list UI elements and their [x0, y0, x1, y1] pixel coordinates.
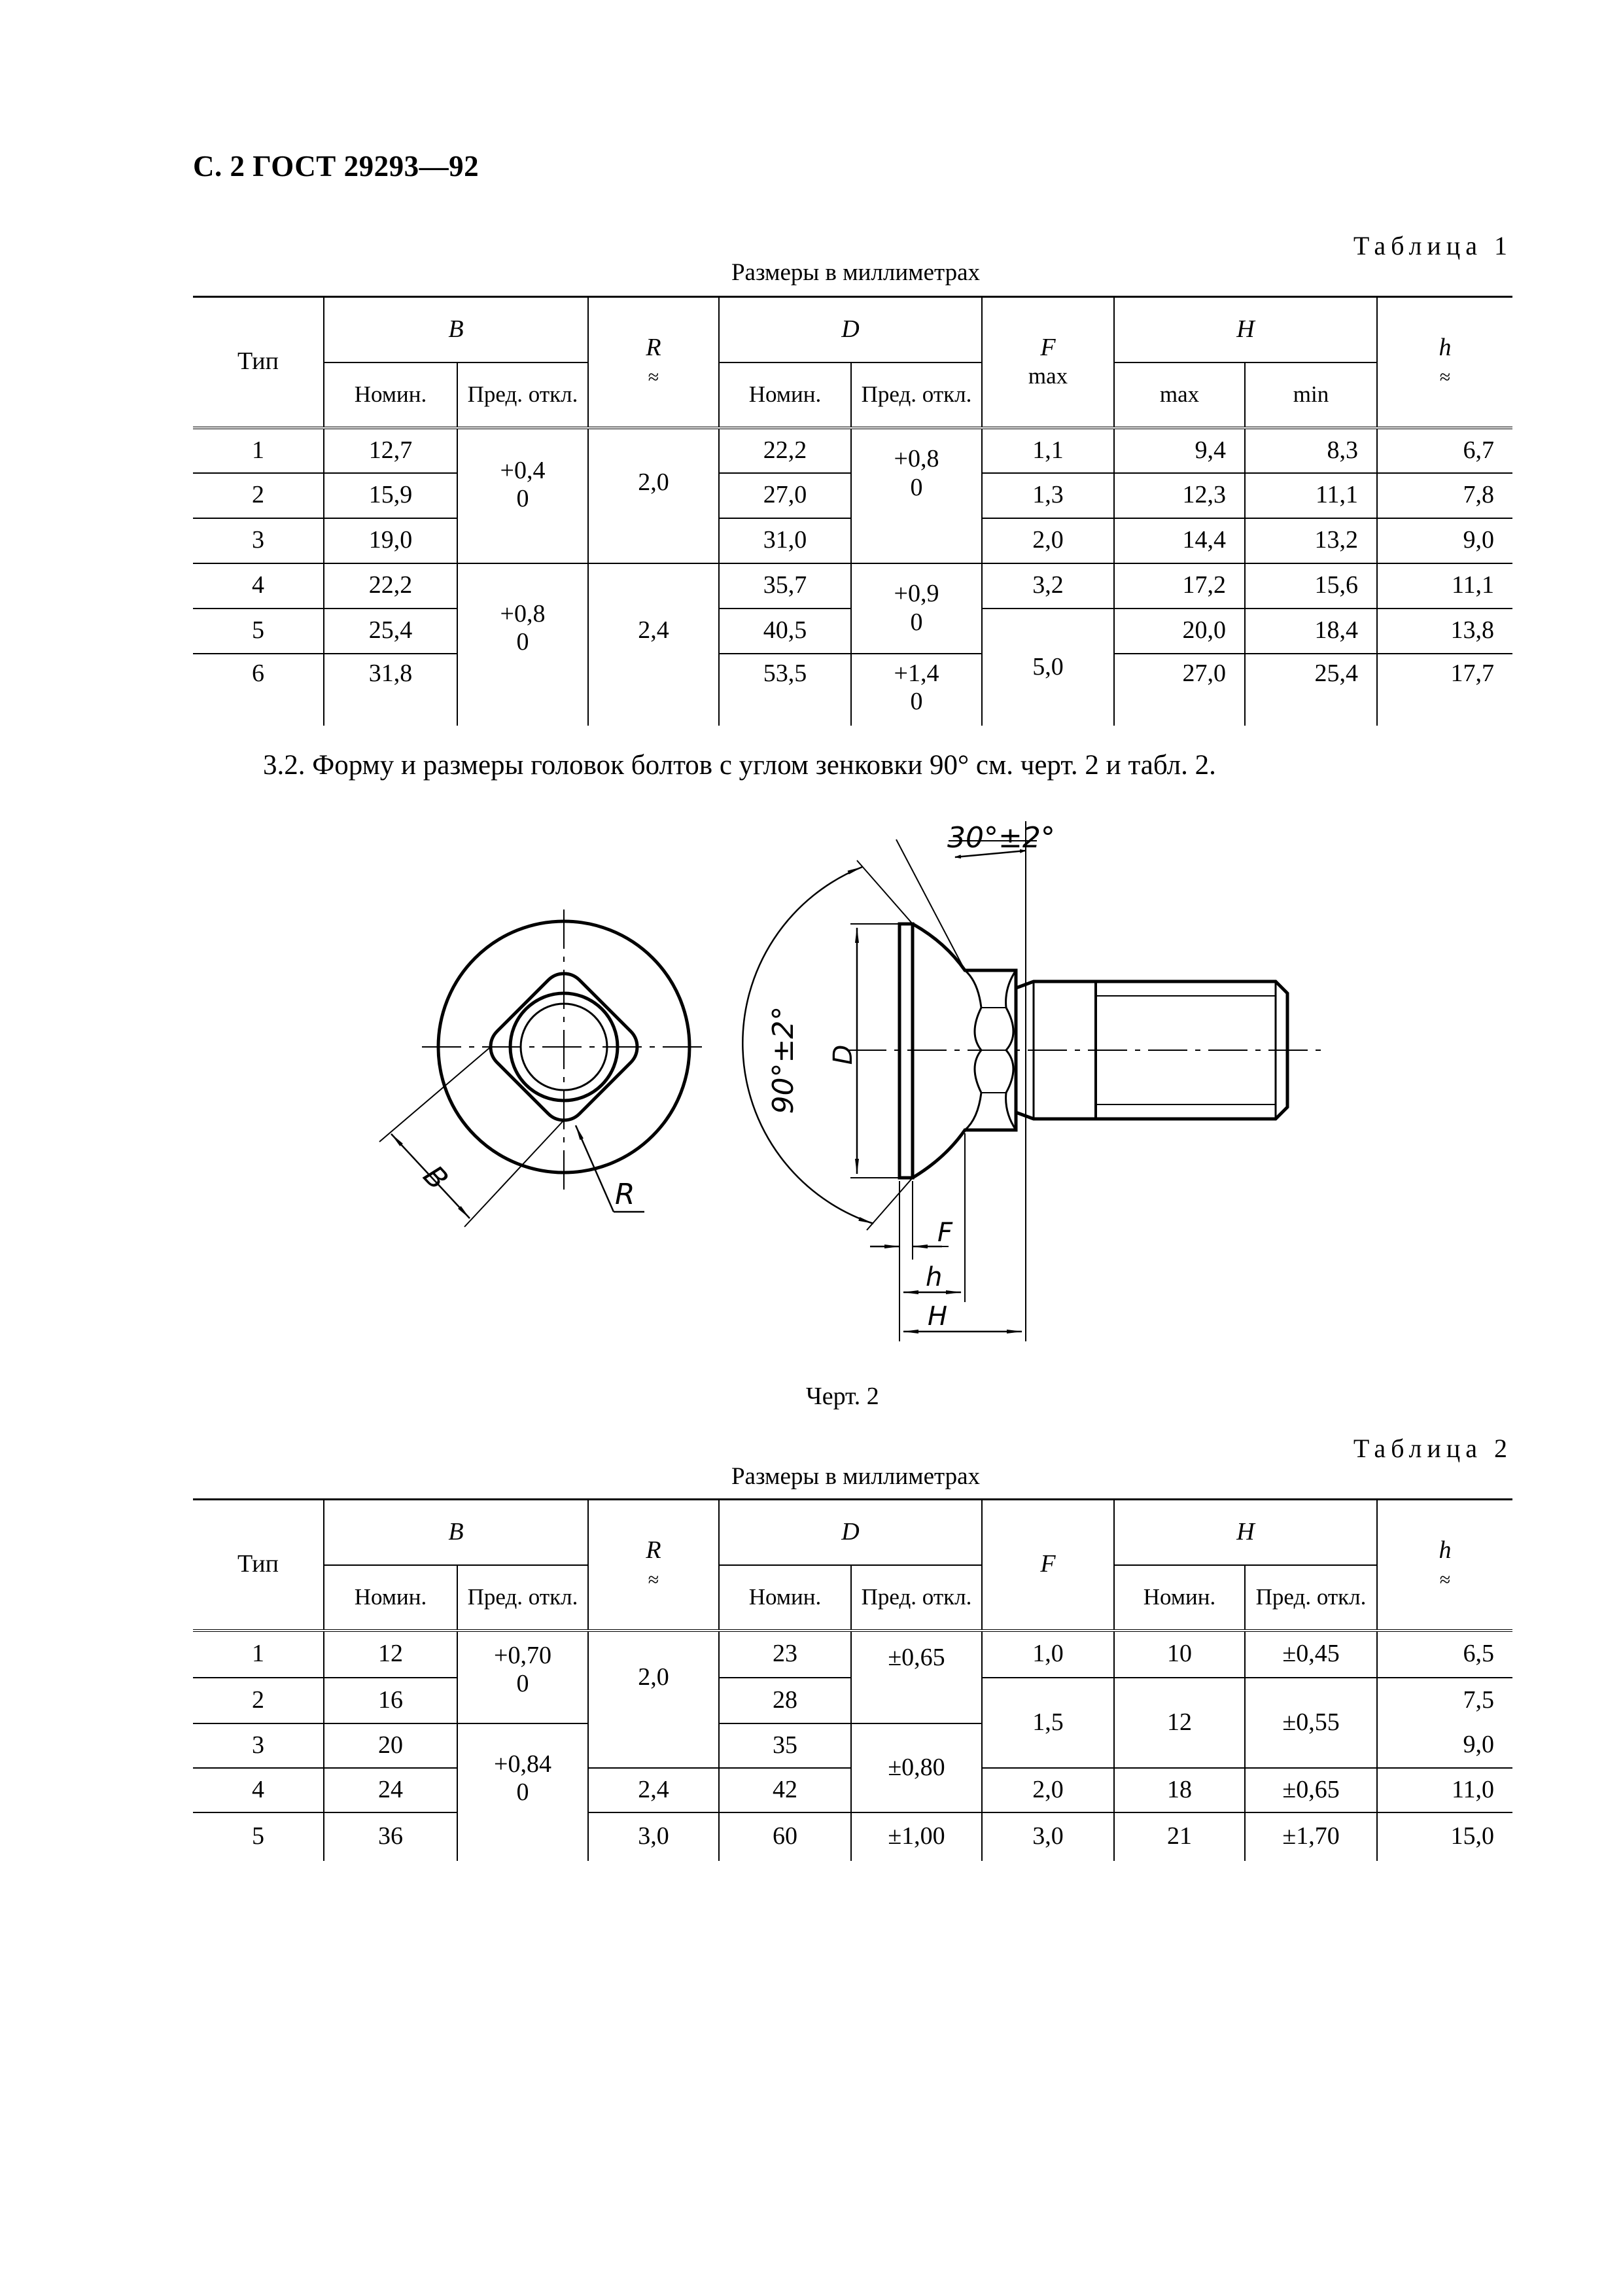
- cell-empty: [588, 1723, 719, 1768]
- label-B: B: [416, 1159, 455, 1197]
- cell: 15,9: [324, 473, 457, 518]
- table1: [193, 296, 1512, 726]
- t2-h-H: H: [1114, 1500, 1377, 1565]
- t1-h-H-max: max: [1114, 362, 1245, 428]
- label-h: h: [926, 1262, 943, 1292]
- cell: ±0,45: [1245, 1631, 1377, 1678]
- t2-h-H-dev: Пред. откл.: [1245, 1565, 1377, 1631]
- cell: 60: [719, 1812, 851, 1861]
- t2-h-H-nom: Номин.: [1114, 1565, 1245, 1631]
- cell: 14,4: [1114, 518, 1245, 563]
- cell: 19,0: [324, 518, 457, 563]
- t2-h-R: R ≈: [588, 1500, 719, 1631]
- cell: 12,7: [324, 428, 457, 473]
- cell: 12: [324, 1631, 457, 1678]
- cell: 2,4: [588, 563, 719, 726]
- t2-h-F: F: [982, 1500, 1114, 1631]
- table-row: [193, 428, 1512, 473]
- label-D: D: [828, 1044, 858, 1065]
- cell: 3,2: [982, 563, 1114, 609]
- label-angle-30: 30°±2°: [947, 821, 1055, 855]
- cell: 5: [193, 609, 324, 654]
- figure-caption: Черт. 2: [806, 1383, 879, 1410]
- cell: 11,1: [1377, 563, 1512, 609]
- cell: 24: [324, 1768, 457, 1812]
- cell: 35,7: [719, 563, 851, 609]
- cell-deviation: +0,70 0: [457, 1631, 588, 1723]
- cell: 22,2: [719, 428, 851, 473]
- cell: 17,2: [1114, 563, 1245, 609]
- t1-h-type: Тип: [193, 297, 324, 428]
- table-row: [193, 518, 1512, 563]
- cell: ±0,65: [851, 1631, 982, 1723]
- cell: 6,7: [1377, 428, 1512, 473]
- cell: 53,5: [719, 654, 851, 726]
- cell: 23: [719, 1631, 851, 1678]
- cell: 25,4: [1245, 654, 1377, 726]
- cell: 17,7: [1377, 654, 1512, 726]
- cell: 11,0: [1377, 1768, 1512, 1812]
- t2-h-type: Тип: [193, 1500, 324, 1631]
- cell: 2,0: [982, 518, 1114, 563]
- table-row: [193, 563, 1512, 609]
- page-header: С. 2 ГОСТ 29293—92: [193, 150, 480, 183]
- cell: 10: [1114, 1631, 1245, 1678]
- t1-h-h: h ≈: [1377, 297, 1512, 428]
- cell: 27,0: [1114, 654, 1245, 726]
- cell: 7,5: [1377, 1678, 1512, 1723]
- cell: 9,4: [1114, 428, 1245, 473]
- t2-h-D: D: [719, 1500, 982, 1565]
- cell: 2,0: [588, 1631, 719, 1723]
- t1-h-B: B: [324, 297, 588, 362]
- cell: 20: [324, 1723, 457, 1768]
- table2-label: Таблица 2: [1353, 1434, 1512, 1463]
- clause-3-2: 3.2. Форму и размеры головок болтов с углом зенковки 90° см. черт. 2 и табл. 2.: [263, 750, 1216, 781]
- table2: [193, 1498, 1512, 1861]
- cell: 5: [193, 1812, 324, 1861]
- cell: 2,4: [588, 1768, 719, 1812]
- t2-h-h: h ≈: [1377, 1500, 1512, 1631]
- cell-empty: [851, 518, 982, 563]
- cell: 9,0: [1377, 518, 1512, 563]
- cell: 35: [719, 1723, 851, 1768]
- cell: 20,0: [1114, 609, 1245, 654]
- t1-h-R: R ≈: [588, 297, 719, 428]
- cell: 2: [193, 1678, 324, 1723]
- table-row: [193, 654, 1512, 726]
- cell: 1: [193, 1631, 324, 1678]
- t1-h-B-dev: Пред. откл.: [457, 362, 588, 428]
- cell: 28: [719, 1678, 851, 1723]
- cell: 3,0: [982, 1812, 1114, 1861]
- cell: 25,4: [324, 609, 457, 654]
- cell: 36: [324, 1812, 457, 1861]
- cell: 21: [1114, 1812, 1245, 1861]
- cell: 3: [193, 1723, 324, 1768]
- table1-label: Таблица 1: [1353, 231, 1512, 260]
- cell: 2: [193, 473, 324, 518]
- table2-units: Размеры в миллиметрах: [731, 1463, 981, 1490]
- cell: 12: [1114, 1678, 1245, 1768]
- cell-deviation: +0,8 0: [851, 428, 982, 518]
- cell: 2,0: [982, 1768, 1114, 1812]
- cell-deviation: +0,9 0: [851, 563, 982, 654]
- t2-h-B-dev: Пред. откл.: [457, 1565, 588, 1631]
- cell: 31,8: [324, 654, 457, 726]
- table-row: [193, 1631, 1512, 1678]
- table1-units: Размеры в миллиметрах: [731, 259, 981, 286]
- cell: 12,3: [1114, 473, 1245, 518]
- cell: 1,1: [982, 428, 1114, 473]
- t1-h-B-nom: Номин.: [324, 362, 457, 428]
- label-F: F: [937, 1218, 953, 1248]
- cell: 9,0: [1377, 1723, 1512, 1768]
- cell-deviation: +1,4 0: [851, 654, 982, 726]
- cell-deviation: +0,4 0: [457, 428, 588, 563]
- label-angle-90: 90°±2°: [767, 1006, 800, 1114]
- cell: 31,0: [719, 518, 851, 563]
- head-top-view: [379, 910, 710, 1227]
- cell: 22,2: [324, 563, 457, 609]
- t2-h-D-dev: Пред. откл.: [851, 1565, 982, 1631]
- t1-h-D: D: [719, 297, 982, 362]
- cell: 13,8: [1377, 609, 1512, 654]
- t1-h-D-dev: Пред. откл.: [851, 362, 982, 428]
- cell: 15,0: [1377, 1812, 1512, 1861]
- cell: 18,4: [1245, 609, 1377, 654]
- cell: 7,8: [1377, 473, 1512, 518]
- cell: 1,0: [982, 1631, 1114, 1678]
- cell: 2,0: [588, 428, 719, 563]
- cell: 6,5: [1377, 1631, 1512, 1678]
- cell: 15,6: [1245, 563, 1377, 609]
- cell: ±0,55: [1245, 1678, 1377, 1768]
- t2-h-B-nom: Номин.: [324, 1565, 457, 1631]
- t1-h-H: H: [1114, 297, 1377, 362]
- label-H: H: [928, 1301, 948, 1332]
- cell: 4: [193, 563, 324, 609]
- cell: ±0,80: [851, 1723, 982, 1812]
- cell: 18: [1114, 1768, 1245, 1812]
- cell: 13,2: [1245, 518, 1377, 563]
- t2-h-D-nom: Номин.: [719, 1565, 851, 1631]
- cell: 11,1: [1245, 473, 1377, 518]
- label-R: R: [615, 1178, 635, 1211]
- cell: 1,3: [982, 473, 1114, 518]
- bolt-side-view: [742, 821, 1328, 1341]
- cell: ±1,00: [851, 1812, 982, 1861]
- cell: 16: [324, 1678, 457, 1723]
- cell: 1: [193, 428, 324, 473]
- cell: ±0,65: [1245, 1768, 1377, 1812]
- cell: 27,0: [719, 473, 851, 518]
- cell: 8,3: [1245, 428, 1377, 473]
- t2-h-B: B: [324, 1500, 588, 1565]
- t1-h-F: F max: [982, 297, 1114, 428]
- cell: ±1,70: [1245, 1812, 1377, 1861]
- cell: 4: [193, 1768, 324, 1812]
- cell: 40,5: [719, 609, 851, 654]
- cell: 42: [719, 1768, 851, 1812]
- table-row: [193, 1812, 1512, 1861]
- cell: 5,0: [982, 609, 1114, 726]
- cell-deviation: +0,8 0: [457, 563, 588, 726]
- cell-deviation: +0,84 0: [457, 1723, 588, 1861]
- cell: 3,0: [588, 1812, 719, 1861]
- t1-h-H-min: min: [1245, 362, 1377, 428]
- cell: 6: [193, 654, 324, 726]
- cell: 1,5: [982, 1678, 1114, 1768]
- t1-h-D-nom: Номин.: [719, 362, 851, 428]
- cell: 3: [193, 518, 324, 563]
